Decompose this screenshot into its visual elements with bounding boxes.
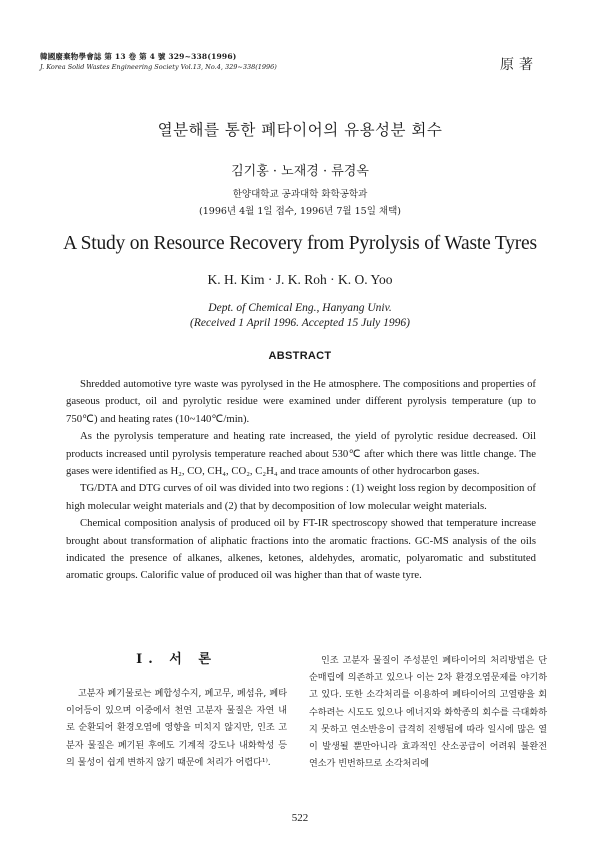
journal-citation-english: J. Korea Solid Wastes Engineering Society Vol.13, No.4, 329~338(1996): [40, 63, 277, 71]
article-type-label: 原著: [500, 57, 538, 73]
section-heading-introduction: Ⅰ. 서 론: [136, 652, 217, 667]
dates-korean: (1996년 4월 1일 접수, 1996년 7월 15일 채택): [199, 206, 401, 217]
abstract-paragraph: TG/DTA and DTG curves of oil was divided into two regions : (1) weight loss region by decomposition of high molecular weight materials and (2) that by decomposition of low molecular weight materials.: [66, 482, 536, 512]
body-column-left: [66, 686, 287, 772]
abstract-paragraph: As the pyrolysis temperature and heating rate increased, the yield of pyrolytic residue decreased. Oil products increased until pyrolysis temperature reached about 530℃ after which there was little change. The gases were identified as H₂, CO, CH₄, CO₂, C₂H₄ and trace amounts of other hydrocarbon gases.: [66, 430, 536, 478]
journal-citation-korean: 韓國廢棄物學會誌 第 13 卷 第 4 號 329~338(1996): [40, 52, 237, 61]
title-korean: 열분해를 통한 폐타이어의 유용성분 회수: [157, 121, 443, 139]
body-column-right: [309, 653, 547, 773]
affiliation-korean: 한양대학교 공과대학 화학공학과: [232, 189, 368, 200]
body-paragraph: 고분자 폐기물로는 폐합성수지, 폐고무, 폐섬유, 폐타이어등이 있으며 이중에서 천연 고분자 물질은 자연 내로 순환되어 환경오염에 영향을 미치지 않지만, 인조 고분자 물질은 폐기된 후에도 기계적 강도나 내화학성 등의 물성이 쉽게 변하지 않기 때문에 처리가 어렵다¹⁾.: [66, 689, 287, 768]
journal-header: [40, 52, 370, 72]
abstract-paragraph: Chemical composition analysis of produced oil by FT-IR spectroscopy showed that temperature increase brought about transformation of aliphatic fractions into the aromatic fractions. GC-MS analysis of the oils indicated the presence of alkanes, alkenes, ketones, aldehydes, aromatic, polyaromatic and substituted aromatic groups. Calorific value of produced oil was higher than that of waste tyre.: [66, 517, 536, 582]
page-number: 522: [291, 812, 309, 824]
abstract-heading: ABSTRACT: [268, 350, 332, 362]
authors-english: K. H. Kim · J. K. Roh · K. O. Yoo: [207, 272, 393, 287]
authors-korean: 김기홍 · 노재경 · 류경옥: [231, 164, 369, 179]
dates-english: (Received 1 April 1996. Accepted 15 July 1996): [190, 317, 410, 329]
abstract-paragraph: Shredded automotive tyre waste was pyrolysed in the He atmosphere. The compositions and properties of gaseous product, oil and pyrolytic residue were examined under different pyrolysis temperature (up to 750℃) and heating rates (10~140℃/min).: [66, 378, 536, 425]
abstract-body: [66, 376, 536, 585]
body-paragraph: 인조 고분자 물질이 주성분인 폐타이어의 처리방법은 단순매립에 의존하고 있으나 이는 2차 환경오염문제를 야기하고 있다. 또한 소각처리를 이용하여 폐타이어의 고열량을 회수하려는 시도도 있으나 에너지와 화학종의 회수를 극대화하지 못하고 연소반응이 급격히 진행됨에 따라 일시에 많은 열이 발생될 뿐만아니라 효과적인 산소공급이 어려워 불완전 연소가 빈번하므로 소각처리에: [309, 656, 547, 770]
title-english: A Study on Resource Recovery from Pyrolysis of Waste Tyres: [63, 233, 537, 254]
affiliation-english: Dept. of Chemical Eng., Hanyang Univ.: [208, 302, 392, 314]
